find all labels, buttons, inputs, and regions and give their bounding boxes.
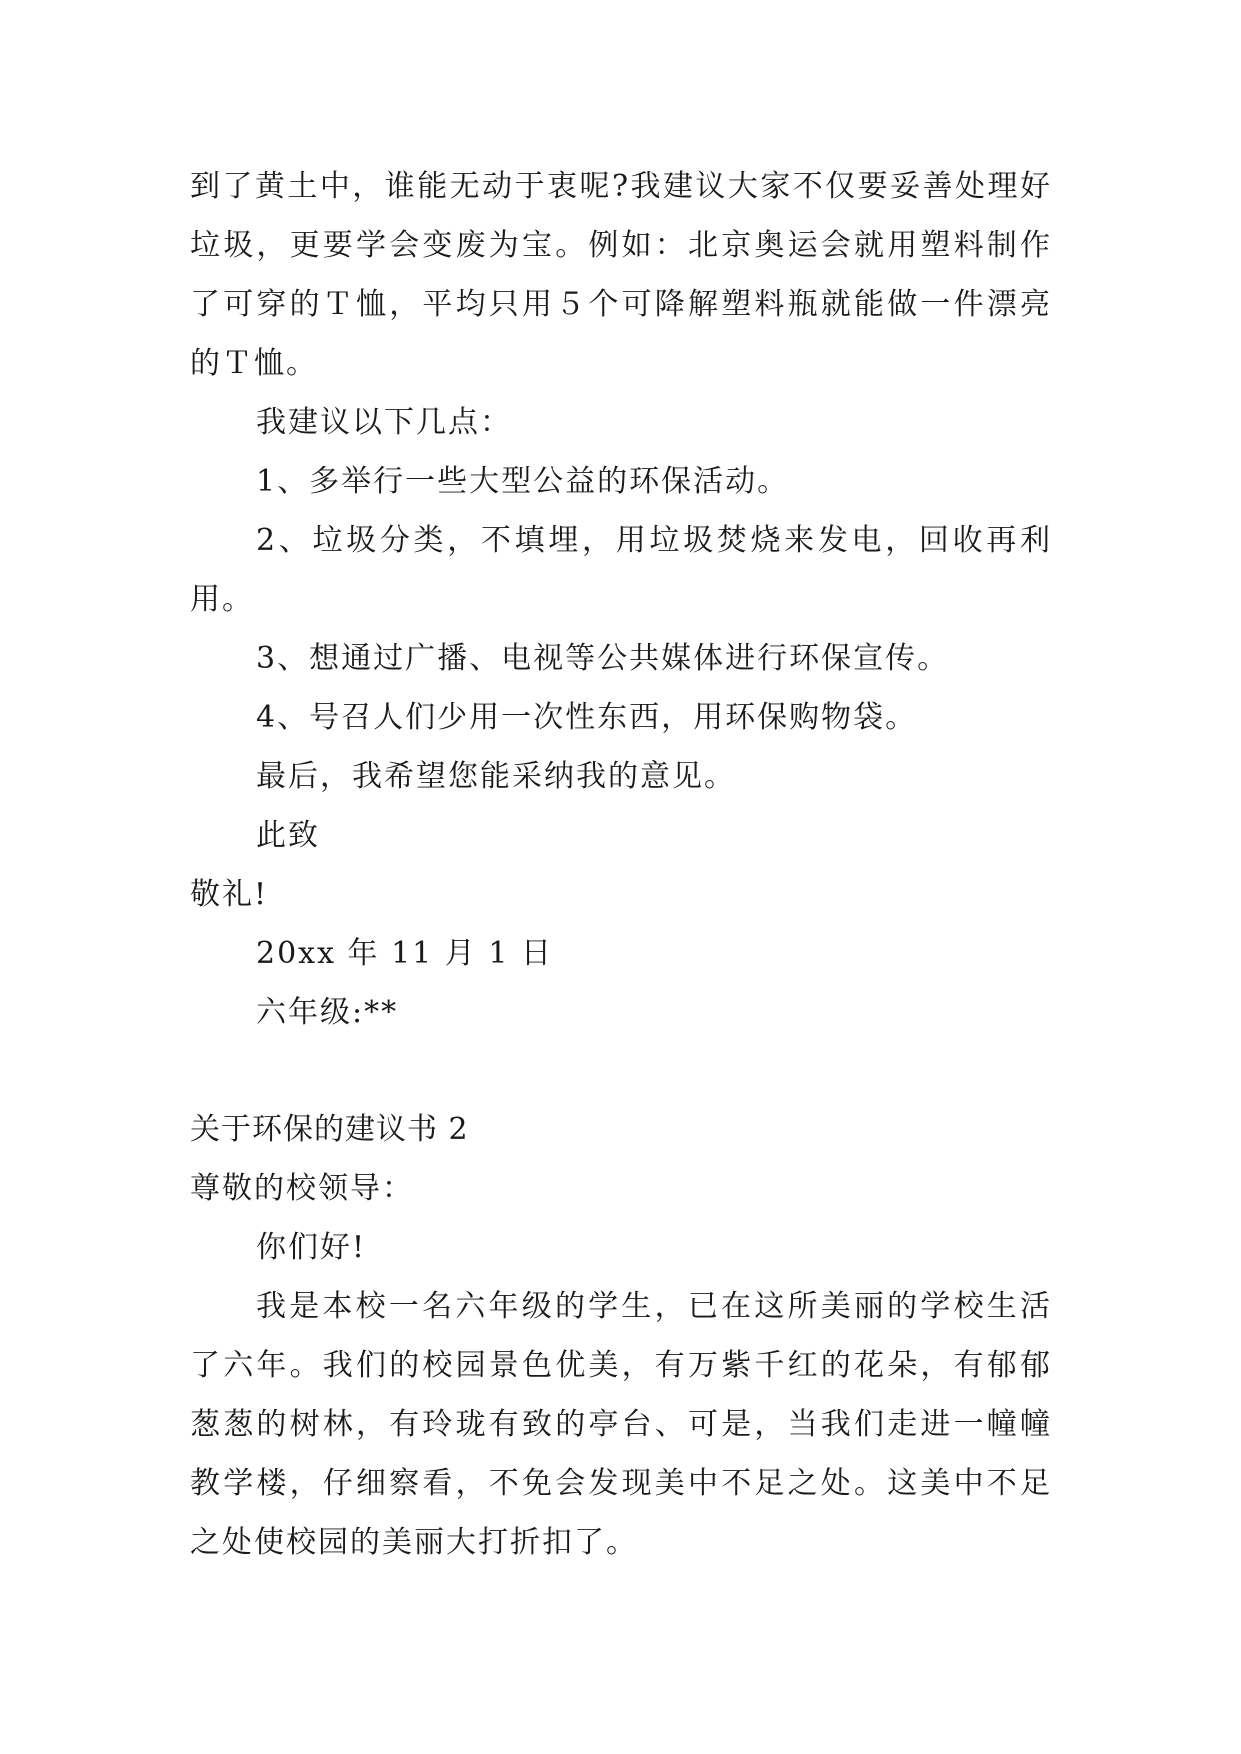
document-body: [190, 157, 1052, 1572]
suggestion-item-3: 3、想通过广播、电视等公共媒体进行环保宣传。: [256, 641, 950, 676]
paragraph-suggestions-intro: 我建议以下几点：: [256, 405, 512, 440]
suggestion-item-1: 1、多举行一些大型公益的环保活动。: [256, 464, 790, 499]
letter2-greeting: 你们好!: [256, 1230, 367, 1265]
paragraph-continuation: 到了黄土中，谁能无动于衷呢?我建议大家不仅要妥善处理好垃圾，更要学会变废为宝。例如：北京奥运会就用塑料制作了可穿的Ｔ恤，平均只用５个可降解塑料瓶就能做一件漂亮的Ｔ恤。: [190, 169, 1052, 381]
letter2-title: 关于环保的建议书 2: [190, 1112, 469, 1147]
letter-date: 20xx 年 11 月 1 日: [256, 936, 553, 971]
letter2-salutation: 尊敬的校领导：: [190, 1171, 414, 1206]
letter2-body: 我是本校一名六年级的学生，已在这所美丽的学校生活了六年。我们的校园景色优美，有万紫千红的花朵，有郁郁葱葱的树林，有玲珑有致的亭台、可是，当我们走进一幢幢教学楼，仔细察看，不免会发现美中不足之处。这美中不足之处使校园的美丽大打折扣了。: [190, 1289, 1052, 1560]
closing-paragraph: 最后，我希望您能采纳我的意见。: [256, 759, 736, 794]
salute: 敬礼!: [190, 877, 269, 912]
suggestion-item-4: 4、号召人们少用一次性东西，用环保购物袋。: [256, 700, 918, 735]
letter-signature: 六年级:**: [256, 995, 399, 1030]
closing-phrase: 此致: [256, 818, 320, 853]
suggestion-item-2: 2、垃圾分类，不填埋，用垃圾焚烧来发电，回收再利用。: [190, 523, 1052, 617]
